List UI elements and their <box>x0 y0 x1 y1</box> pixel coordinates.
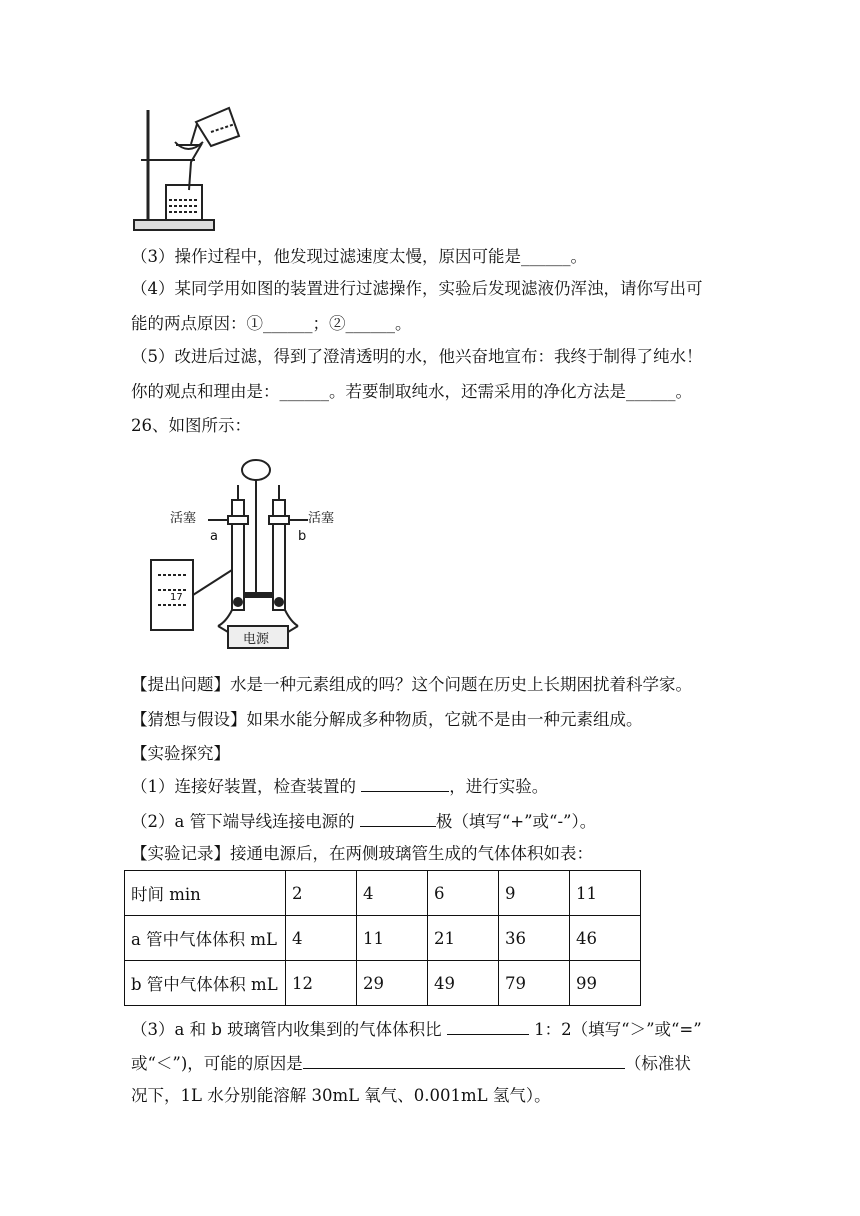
table-cell: b 管中气体体积 mL <box>125 961 286 1006</box>
step-2-prefix: （2）a 管下端导线连接电源的 <box>131 812 360 831</box>
q25-part4-line2: 能的两点原因：①______；②______。 <box>131 314 412 333</box>
table-cell: 11 <box>570 871 641 916</box>
table-cell: 12 <box>286 961 357 1006</box>
power-supply-label: 电源 <box>243 632 270 647</box>
step-3-blank-reason[interactable] <box>303 1052 625 1069</box>
electrolysis-apparatus-figure <box>148 450 338 655</box>
valve-right-label: 活塞 <box>308 511 335 526</box>
step-2-blank[interactable] <box>360 810 436 827</box>
valve-left-label: 活塞 <box>170 511 197 526</box>
gas-volume-table <box>124 870 641 1006</box>
record-heading: 【实验记录】接通电源后，在两侧玻璃管生成的气体体积如表： <box>131 844 593 863</box>
table-cell: 4 <box>357 871 428 916</box>
table-cell: 2 <box>286 871 357 916</box>
table-cell: 6 <box>428 871 499 916</box>
q25-part3: （3）操作过程中，他发现过滤速度太慢，原因可能是______。 <box>131 247 587 266</box>
step-1-prefix: （1）连接好装置，检查装置的 <box>131 777 362 796</box>
table-row <box>125 871 641 916</box>
table-cell: a 管中气体体积 mL <box>125 916 286 961</box>
step-1-suffix: ，进行实验。 <box>449 777 549 796</box>
step-3-line3: 况下，1L 水分别能溶解 30mL 氧气、0.001mL 氢气）。 <box>131 1086 551 1105</box>
filtration-apparatus-figure <box>131 100 246 235</box>
step-3-line2 <box>131 1052 691 1075</box>
table-row <box>125 961 641 1006</box>
q25-part5-line2: 你的观点和理由是：______。若要制取纯水，还需采用的净化方法是______。 <box>131 382 692 401</box>
step-3-prefix: （3）a 和 b 玻璃管内收集到的气体体积比 <box>131 1020 447 1039</box>
table-row <box>125 916 641 961</box>
step-1-blank[interactable] <box>361 775 449 792</box>
step-3-blank-ratio[interactable] <box>447 1018 529 1035</box>
table-cell: 11 <box>357 916 428 961</box>
raise-question: 【提出问题】水是一种元素组成的吗？这个问题在历史上长期困扰着科学家。 <box>131 675 692 694</box>
step-3-reason-prefix: 或“＜”)，可能的原因是 <box>131 1054 303 1073</box>
table-cell: 79 <box>499 961 570 1006</box>
q25-part5-line1: （5）改进后过滤，得到了澄清透明的水，他兴奋地宣布：我终于制得了纯水！ <box>131 347 703 366</box>
table-cell: 29 <box>357 961 428 1006</box>
step-3-middle: 1：2（填写“＞”或“=” <box>528 1020 702 1039</box>
step-3-reason-suffix: （标准状 <box>624 1054 691 1073</box>
tube-b-label: b <box>298 529 307 544</box>
table-cell: 21 <box>428 916 499 961</box>
scale-reading-label: 17 <box>170 592 183 603</box>
tube-a-label: a <box>210 529 218 544</box>
experiment-heading: 【实验探究】 <box>131 744 230 763</box>
q25-part4-line1: （4）某同学用如图的装置进行过滤操作，实验后发现滤液仍浑浊，请你写出可 <box>131 279 703 298</box>
table-cell: 46 <box>570 916 641 961</box>
step-2-suffix: 极（填写“+”或“-”）。 <box>435 812 597 831</box>
table-cell: 49 <box>428 961 499 1006</box>
step-3-line1 <box>131 1018 702 1041</box>
hypothesis: 【猜想与假设】如果水能分解成多种物质，它就不是由一种元素组成。 <box>131 710 643 729</box>
step-2 <box>131 810 596 833</box>
step-1 <box>131 775 548 798</box>
table-cell: 时间 min <box>125 871 286 916</box>
table-cell: 4 <box>286 916 357 961</box>
q26-title: 26、如图所示： <box>131 416 251 435</box>
table-cell: 99 <box>570 961 641 1006</box>
table-cell: 9 <box>499 871 570 916</box>
table-cell: 36 <box>499 916 570 961</box>
